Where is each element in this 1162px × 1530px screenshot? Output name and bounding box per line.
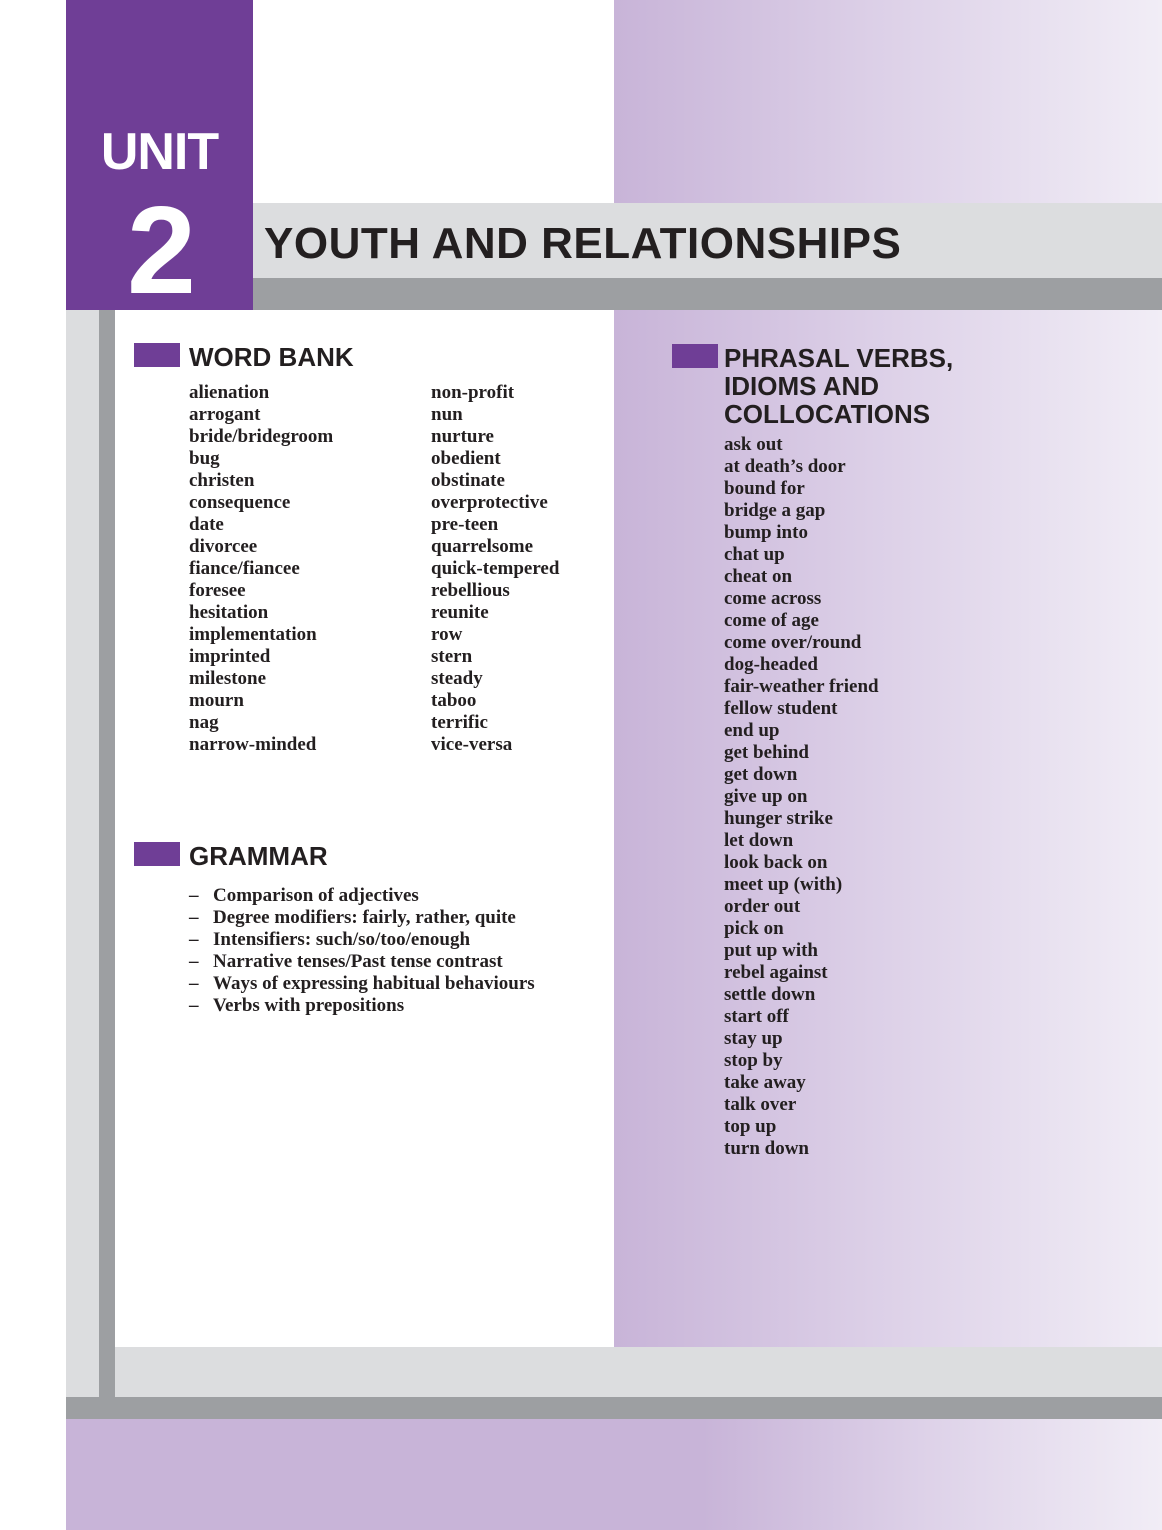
page-title: YOUTH AND RELATIONSHIPS <box>264 219 902 268</box>
phrasal-item: ask out <box>724 434 783 455</box>
grammar-item-text: Narrative tenses/Past tense contrast <box>213 951 503 972</box>
background-panel-right <box>614 310 1162 1347</box>
bottom-band-light <box>115 1347 1162 1397</box>
word-bank-item: obedient <box>431 448 501 469</box>
phrasal-heading-line-3: COLLOCATIONS <box>724 399 931 429</box>
phrasal-item: turn down <box>724 1138 809 1159</box>
grammar-item <box>189 907 535 929</box>
word-bank-marker <box>134 343 180 367</box>
word-bank-item: taboo <box>431 690 477 711</box>
word-bank-item: stern <box>431 646 473 667</box>
grammar-item-text: Degree modifiers: fairly, rather, quite <box>213 907 516 928</box>
grammar-list <box>189 885 535 1017</box>
phrasal-item: meet up (with) <box>724 874 843 895</box>
word-bank-item: christen <box>189 470 255 491</box>
phrasal-item: put up with <box>724 940 818 961</box>
word-bank-item: reunite <box>431 602 489 623</box>
phrasal-item: hunger strike <box>724 808 833 829</box>
phrasal-item: pick on <box>724 918 784 939</box>
phrasal-item: get behind <box>724 742 809 763</box>
word-bank-item: fiance/fiancee <box>189 558 300 579</box>
word-bank-item: quick-tempered <box>431 558 560 579</box>
word-bank-item: alienation <box>189 382 270 403</box>
word-bank-item: milestone <box>189 668 267 689</box>
phrasal-list <box>724 434 879 1160</box>
dash-bullet: – <box>189 951 199 972</box>
grammar-item <box>189 951 535 973</box>
word-bank-item: overprotective <box>431 492 548 513</box>
dash-bullet: – <box>189 929 199 950</box>
left-rail-light <box>66 310 99 1397</box>
word-bank-item: hesitation <box>189 602 269 623</box>
phrasal-item: get down <box>724 764 798 785</box>
grammar-heading: GRAMMAR <box>189 841 328 871</box>
dash-bullet: – <box>189 995 199 1016</box>
phrasal-heading <box>724 344 953 428</box>
phrasal-item: start off <box>724 1006 789 1027</box>
word-bank-heading: WORD BANK <box>189 342 354 372</box>
grammar-item-text: Intensifiers: such/so/too/enough <box>213 929 471 950</box>
word-bank-item: divorcee <box>189 536 258 557</box>
phrasal-item: bridge a gap <box>724 500 826 521</box>
dash-bullet: – <box>189 907 199 928</box>
word-bank-item: implementation <box>189 624 317 645</box>
bottom-band-dark <box>66 1397 1162 1419</box>
phrasal-heading-line-1: PHRASAL VERBS, <box>724 343 954 373</box>
word-bank-item: nun <box>431 404 463 425</box>
word-bank-item: quarrelsome <box>431 536 534 557</box>
phrasal-item: top up <box>724 1116 777 1137</box>
dash-bullet: – <box>189 973 199 994</box>
grammar-item <box>189 973 535 995</box>
word-bank-column-1 <box>189 382 333 756</box>
word-bank-item: nag <box>189 712 219 733</box>
phrasal-item: let down <box>724 830 794 851</box>
word-bank-item: bug <box>189 448 220 469</box>
word-bank-item: rebellious <box>431 580 510 601</box>
grammar-item <box>189 995 535 1017</box>
word-bank-item: terrific <box>431 712 488 733</box>
phrasal-item: fellow student <box>724 698 838 719</box>
phrasal-item: at death’s door <box>724 456 846 477</box>
background-panel-top-right <box>614 0 1162 203</box>
phrasal-item: settle down <box>724 984 816 1005</box>
word-bank-item: date <box>189 514 224 535</box>
phrasal-marker <box>672 344 718 368</box>
phrasal-item: end up <box>724 720 780 741</box>
unit-number: 2 <box>127 182 192 320</box>
phrasal-item: look back on <box>724 852 828 873</box>
phrasal-item: give up on <box>724 786 808 807</box>
footer-band <box>66 1419 1162 1530</box>
title-band-underline <box>253 278 1162 310</box>
word-bank-item: bride/bridegroom <box>189 426 334 447</box>
phrasal-item: bump into <box>724 522 808 543</box>
grammar-item-text: Ways of expressing habitual behaviours <box>213 973 535 994</box>
phrasal-item: come over/round <box>724 632 862 653</box>
phrasal-item: stay up <box>724 1028 783 1049</box>
phrasal-item: cheat on <box>724 566 793 587</box>
word-bank-item: row <box>431 624 463 645</box>
grammar-item <box>189 929 535 951</box>
word-bank-column-2 <box>431 382 559 756</box>
phrasal-heading-line-2: IDIOMS AND <box>724 371 880 401</box>
word-bank-item: foresee <box>189 580 246 601</box>
grammar-item-text: Comparison of adjectives <box>213 885 419 906</box>
word-bank-item: imprinted <box>189 646 271 667</box>
phrasal-item: fair-weather friend <box>724 676 879 697</box>
word-bank-item: non-profit <box>431 382 515 403</box>
phrasal-item: take away <box>724 1072 806 1093</box>
left-rail-dark <box>99 310 115 1397</box>
word-bank-item: obstinate <box>431 470 505 491</box>
phrasal-item: rebel against <box>724 962 828 983</box>
dash-bullet: – <box>189 885 199 906</box>
word-bank-item: steady <box>431 668 483 689</box>
word-bank-item: arrogant <box>189 404 261 425</box>
phrasal-item: stop by <box>724 1050 783 1071</box>
phrasal-item: come of age <box>724 610 819 631</box>
grammar-item-text: Verbs with prepositions <box>213 995 405 1016</box>
phrasal-item: dog-headed <box>724 654 818 675</box>
word-bank-item: pre-teen <box>431 514 499 535</box>
word-bank-item: narrow-minded <box>189 734 317 755</box>
word-bank-item: vice-versa <box>431 734 513 755</box>
word-bank-item: nurture <box>431 426 494 447</box>
phrasal-item: order out <box>724 896 801 917</box>
unit-label: UNIT <box>100 123 219 181</box>
word-bank-item: consequence <box>189 492 291 513</box>
phrasal-item: come across <box>724 588 822 609</box>
phrasal-item: bound for <box>724 478 805 499</box>
phrasal-item: talk over <box>724 1094 797 1115</box>
word-bank-item: mourn <box>189 690 244 711</box>
phrasal-item: chat up <box>724 544 785 565</box>
grammar-marker <box>134 842 180 866</box>
grammar-item <box>189 885 535 907</box>
